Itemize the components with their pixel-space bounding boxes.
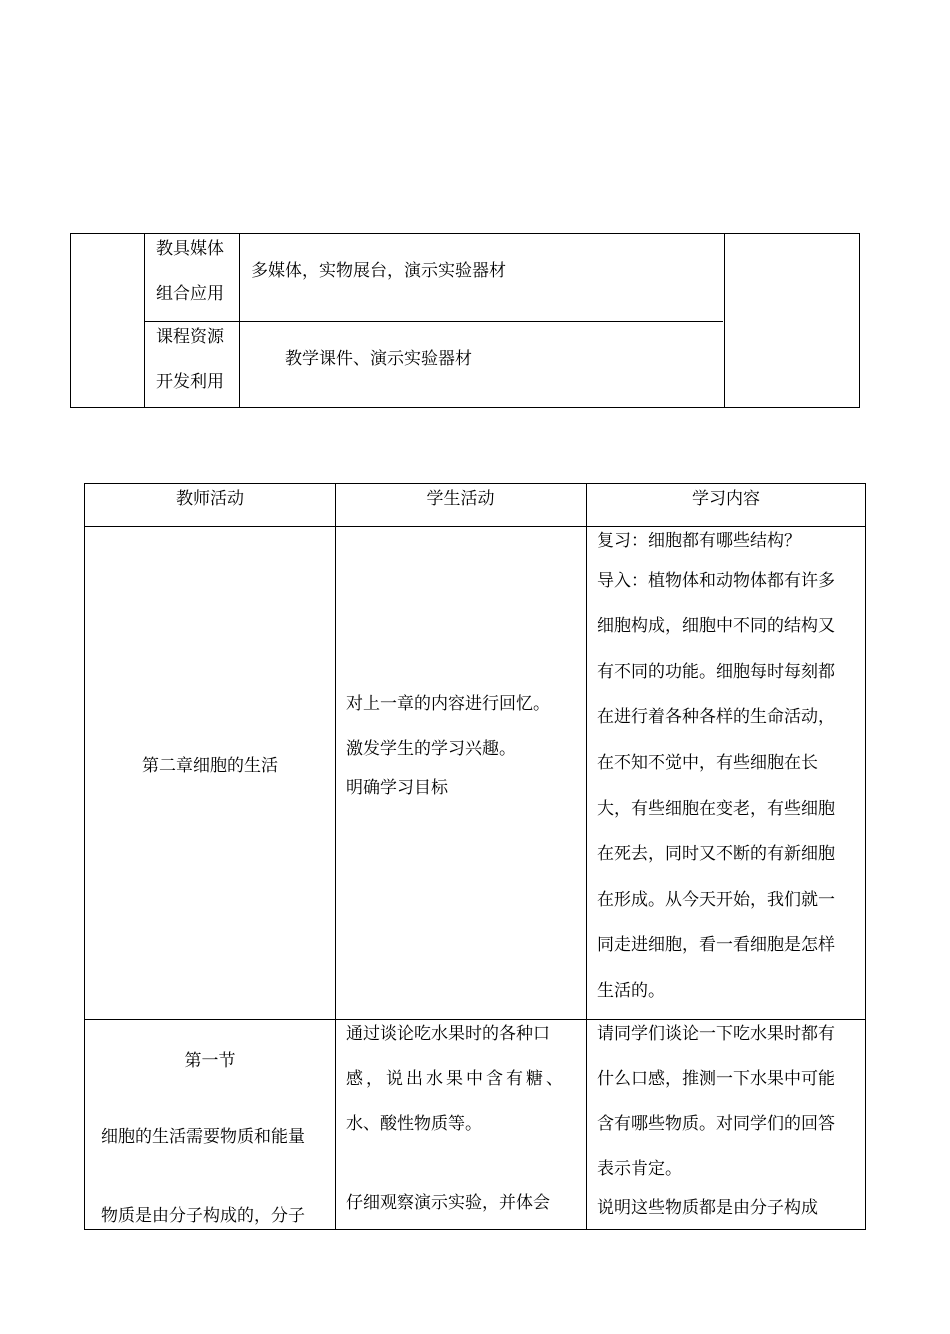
- content-line: 什么口感，推测一下水果中可能: [597, 1069, 835, 1089]
- resources-label-line2: 开发利用: [156, 372, 224, 392]
- student-activity-line: 对上一章的内容进行回忆。: [346, 694, 550, 714]
- content-line: 有不同的功能。细胞每时每刻都: [597, 662, 835, 682]
- content-line: 细胞构成，细胞中不同的结构又: [597, 616, 835, 636]
- student-activity-line: 感，说出水果中含有糖、: [346, 1069, 566, 1089]
- row-divider: [144, 321, 723, 322]
- content-line: 导入：植物体和动物体都有许多: [597, 571, 835, 591]
- content-line: 在不知不觉中，有些细胞在长: [597, 753, 818, 773]
- content-line: 在形成。从今天开始，我们就一: [597, 890, 835, 910]
- chapter-title: 第二章细胞的生活: [142, 756, 278, 776]
- content-line: 生活的。: [597, 981, 665, 1001]
- resources-label-line1: 课程资源: [156, 327, 224, 347]
- section-subtitle: 细胞的生活需要物质和能量: [101, 1127, 305, 1147]
- student-activity-line: 水、酸性物质等。: [346, 1114, 482, 1134]
- content-line: 在进行着各种各样的生命活动，: [597, 707, 835, 727]
- content-line: 复习：细胞都有哪些结构？: [597, 531, 801, 551]
- media-content: 多媒体，实物展台，演示实验器材: [251, 261, 506, 281]
- header-student-activity: 学生活动: [426, 489, 495, 509]
- header-teacher-activity: 教师活动: [176, 489, 244, 509]
- content-line: 大，有些细胞在变老，有些细胞: [597, 799, 835, 819]
- media-label-line1: 教具媒体: [156, 239, 224, 259]
- student-activity-line: 通过谈论吃水果时的各种口: [346, 1024, 550, 1044]
- content-line: 在死去，同时又不断的有新细胞: [597, 844, 835, 864]
- teacher-activity-line: 物质是由分子构成的，分子: [101, 1206, 305, 1226]
- column-divider: [586, 484, 587, 1229]
- header-learning-content: 学习内容: [692, 489, 760, 509]
- content-line: 含有哪些物质。对同学们的回答: [597, 1114, 835, 1134]
- row-divider: [85, 1019, 865, 1020]
- section-title: 第一节: [184, 1051, 236, 1071]
- resources-table: [70, 233, 860, 408]
- row-divider: [85, 526, 865, 527]
- student-activity-line: 激发学生的学习兴趣。: [346, 739, 516, 759]
- student-activity-line: 仔细观察演示实验，并体会: [346, 1193, 550, 1213]
- content-line: 请同学们谈论一下吃水果时都有: [597, 1024, 835, 1044]
- lesson-table: [84, 483, 866, 1230]
- content-line: 同走进细胞，看一看细胞是怎样: [597, 935, 835, 955]
- media-label-line2: 组合应用: [156, 284, 224, 304]
- content-line: 表示肯定。: [597, 1159, 682, 1179]
- resources-content: 教学课件、演示实验器材: [285, 349, 472, 369]
- student-activity-line: 明确学习目标: [346, 778, 448, 798]
- content-line: 说明这些物质都是由分子构成: [597, 1198, 818, 1218]
- column-divider: [724, 234, 725, 407]
- column-divider: [335, 484, 336, 1229]
